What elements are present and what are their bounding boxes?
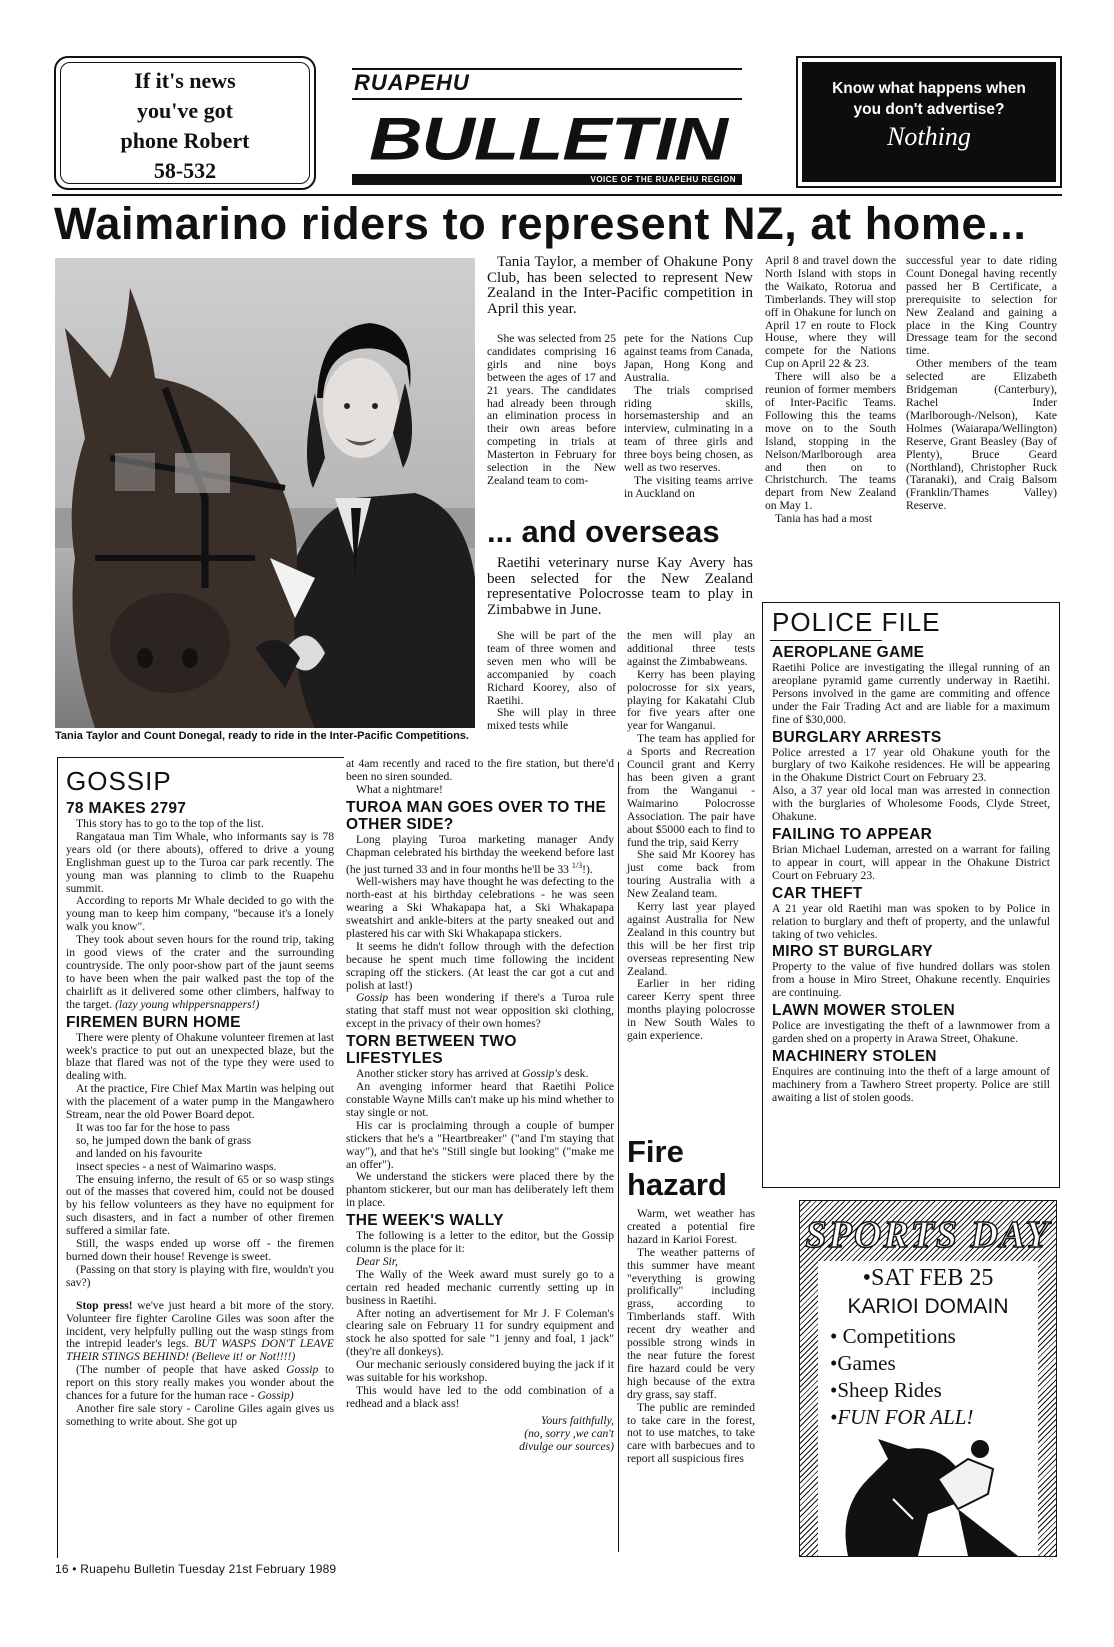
- letter-signoff-3: divulge our sources): [519, 1439, 614, 1453]
- advertise-ad: [796, 56, 1062, 188]
- gossip-heading-turoa: TUROA MAN GOES OVER TO THE OTHER SIDE?: [346, 798, 607, 833]
- masthead-small-title: RUAPEHU: [354, 70, 470, 95]
- sports-item-competitions: • Competitions: [830, 1324, 956, 1348]
- sports-day-ad: [799, 1200, 1057, 1557]
- letter-signoff-1: Yours faithfully,: [540, 1413, 614, 1427]
- news-tip-line-2: you've got: [137, 98, 233, 123]
- ad-line-1: Know what happens when: [832, 80, 1026, 97]
- page-footer: 16 • Ruapehu Bulletin Tuesday 21st February 1989: [55, 1562, 337, 1576]
- gossip-heading-wally: THE WEEK'S WALLY: [346, 1212, 504, 1230]
- news-tip-line-3: phone Robert: [120, 128, 250, 153]
- news-tip-line-4: 58-532: [153, 158, 217, 183]
- sports-item-games: •Games: [830, 1351, 896, 1375]
- sports-day-date: •SAT FEB 25: [862, 1265, 994, 1291]
- masthead-logo: BULLETIN: [369, 104, 727, 173]
- fire-story: Warm, wet weather has created a potential fire hazard in Karioi Forest. The weather patterns of this summer have meant "everything is growing prolifically" including grass, according to Timberlands staff. With recent dry weather and possible strong winds in the near future the forest fire hazard could be very high because of the extra dry grass, say staff. The public are reminded to take care in the forest, not to use matches, to take care with barbecues and to report all suspicious fires: [627, 1207, 755, 1466]
- gossip-heading-firemen: FIREMEN BURN HOME: [66, 1013, 241, 1031]
- police-file-items: AEROPLANE GAME Raetihi Police are investigating the illegal running of an areoplane pyramid game currently underway in Raetihi. Persons involved in the game are commiting and offence under the Fair Trading Act and are liable for a maximum fine of $30,000. BURGLARY ARRESTS Police arrested a 17 year old Ohakune youth for the burglary of two Kaikohe residences. He will be appearing in the Ohakune District Court on February 23. Also, a 37 year old local man was arrested in connection with the burglaries of Wholesome Foods, Clyde Street, Ohakune. FAILING TO APPEAR Brian Michael Ludeman, arrested on a warrant for failing to appear in court, will appear in the Ohakune District Court on February 23. CAR THEFT A 21 year old Raetihi man was spoken to by Police in relation to burglary and theft of property, and the unlawful taking of two vehicles. MIRO ST BURGLARY Property to the value of five hundred dollars was stolen from a house in Miro Street, Ohakune recently. Enquiries are continuing. LAWN MOWER STOLEN Police are investigating the theft of a lawnmower from a garden shed on a property in Arawa Street, Ohakune. MACHINERY STOLEN Enquires are continuing into the theft of a large amount of machinery from a Tawhero Street property. Police are still awaiting a list of stolen goods.: [772, 644, 1050, 1104]
- gossip-col-1: 78 MAKES 2797 This story has to go to the top of the list. Rangataua man Tim Whale, who informants say is 78 years old (or there abouts), offered to drive a young Englishman guest up to the Turoa car park recently. The young man was planning to climb to the Ruapehu summit. According to reports Mr Whale decided to go with the young man to keep him company, "because it's a lonely walk you know". They took about seven hours for the round trip, taking in good views of the crater and the surrounding countryside. The only poor-show part of the jaunt seems to have been when the pair walked past the top of the chairlift as it delivered some other climbers, halfway to the target. (lazy young whippersnappers!) FIREMEN BURN HOME There were plenty of Ohakune volunteer firemen at last week's practice to put out an unexpected blaze, but the blaze that flared was not of the type they were used to dealing with. At the practice, Fire Chief Max Martin was helping out with the placement of a water pump in the Mangawhero Stream, near the old Power Board depot. It was too far for the hose to pass so, he jumped down the bank of grass and landed on his favourite insect species - a nest of Waimarino wasps. The ensuing inferno, the result of 65 or so wasp stings out of the masses that covered him, could not be doused by his fellow volunteers as they have no equipment for such disasters, and in fact a number of other firemen suffered a similar fate. Still, the wasps ended up worse off - the firemen burned down their house! Revenge is sweet. (Passing on that story is playing with fire, wouldn't you sav?) Stop press! we've just heard a bit more of the story. Volunteer fire fighter Caroline Giles was soon after the incident, very helpfully pulling out the wasp stings from the intrepid leader's legs. BUT WASPS DON'T LEAVE THEIR STINGS BEHIND! (Believe it! or Not!!!!) (The number of people that have asked Gossip to report on this story really makes you wonder about the chances for a future for the human race - Gossip) Another fire sale story - Caroline Giles again gives us something to write about. She got up: [66, 800, 335, 1428]
- horse-rider-illustration: [818, 1439, 1038, 1556]
- letter-signoff-2: (no, sorry ,we can't: [524, 1426, 614, 1440]
- ad-nothing: Nothing: [887, 122, 971, 151]
- photo-tania-taylor-horse: [55, 258, 475, 728]
- story1-lede: Tania Taylor, a member of Ohakune Pony Club, has been selected to represent New Zealand in the Inter-Pacific competition in April this year.: [487, 254, 753, 317]
- main-headline: Waimarino riders to represent NZ, at home...: [54, 198, 1027, 249]
- masthead: [352, 60, 742, 185]
- police-file-title: POLICE FILE: [772, 607, 941, 637]
- story2-col-2: the men will play an additional three tests against the Zimbabweans. Kerry has been playing polocrosse for six years, playing for Kakatahi Club for five years after one year for Wanganui. The team has applied for a Sports and Recreation Council grant and Kerry has been given a grant from the Wanganui - Waimarino Polocrosse Association. The pair have about $5000 each to find to fund the trip, said Kerry She said Mr Koorey has just come back from touring Australia with a New Zealand team. Kerry last year played against Australia for New Zealand in this country but this will be her first trip overseas representing New Zealand. Earlier in her riding career Kerry spent three months playing polocrosse in New South Wales to gain experience.: [627, 629, 755, 1043]
- gossip-heading-78-makes: 78 MAKES 2797: [66, 800, 187, 817]
- ad-line-2: you don't advertise?: [853, 101, 1005, 118]
- news-tip-box: [54, 56, 316, 190]
- gossip-title: GOSSIP: [66, 766, 172, 796]
- photo-caption: Tania Taylor and Count Donegal, ready to ride in the Inter-Pacific Competitions.: [55, 730, 469, 742]
- story1-col-3: April 8 and travel down the North Island with stops in the Waikato, Rotorua and Timberlands. They will stop off in Ohakune for lunch on April 17 en route to Flock House, where they will compete for the Nations Cup on April 22 & 23. There will also be a reunion of former members of Inter-Pacific Teams. Following this the teams move on to the South Island, stopping in the Nelson/Marlborough area and then on to Christchurch. The teams depart from New Zealand on May 1. Tania has had a most: [765, 254, 896, 526]
- story2-headline: ... and overseas: [487, 514, 720, 549]
- fire-headline: Fire hazard: [627, 1134, 727, 1202]
- story2-col-1: She will be part of the team of three women and seven men who will be accompanied by coach Richard Koorey, also of Raetihi. She will play in three mixed tests while: [487, 629, 616, 733]
- story2-lede: Raetihi veterinary nurse Kay Avery has been selected for the New Zealand representative Polocrosse team to play in Zimbabwe in June.: [487, 555, 753, 618]
- news-tip-line-1: If it's news: [134, 68, 236, 93]
- gossip-heading-torn: TORN BETWEEN TWO LIFESTYLES: [346, 1033, 517, 1068]
- story1-col-4: successful year to date riding Count Donegal having recently passed her B Certificate, a prerequisite to selection for New Zealand and gaining a place in the King Country Dressage team for the second time. Other members of the team selected are Elizabeth Bridgeman (Canterbury), Rachel Inder (Marlborough-/Nelson), Kate Holmes (Waiarapa/Wellington) Reserve, Grant Beasley (Bay of Plenty), Bruce Geard (Northland), Christopher Ruck (Taranaki), and Craig Balsom (Franklin/Thames Valley) Reserve.: [906, 254, 1057, 513]
- sports-item-sheep-rides: •Sheep Rides: [830, 1378, 942, 1402]
- story1-col-1: She was selected from 25 candidates comprising 16 girls and nine boys between the ages of 17 and 21 years. The candidates had already been through an elimination process in their own areas before competing in trials at Masterton in February for selection in the New Zealand team to com-: [487, 332, 616, 487]
- sports-day-title: SPORTS DAY: [805, 1214, 1051, 1256]
- sports-item-fun: •FUN FOR ALL!: [830, 1405, 974, 1429]
- masthead-tagline: VOICE OF THE RUAPEHU REGION: [590, 175, 736, 184]
- sports-day-venue: KARIOI DOMAIN: [847, 1295, 1009, 1318]
- gossip-col-2: at 4am recently and raced to the fire station, but there'd been no siren sounded. What a nightmare! TUROA MAN GOES OVER TO THE OTHER SIDE? Long playing Turoa marketing manager Andy Chapman celebrated his birthday the weekend before last (he just turned 33 and in four months he'll be 33 $^{1/3}$!). Well-wishers may have thought he was defecting to the north-east at his birthday celebrations - he was seen wearing a Ski Whakapapa hat, a Ski Whakapapa sweatshirt and ankle-biters at the party sneaked out and plastered his car with Ski Whakapapa stickers. It seems he didn't follow through with the defection because he spent much time following the incident scraping off the stickers. (At least the car got a cut and polish at last!) Gossip has been wondering if there's a Turoa rule stating that staff must not wear opposition ski clothing, except in the privacy of their own homes? TORN BETWEEN TWO LIFESTYLES Another sticker story has arrived at Gossip's desk. An avenging informer heard that Raetihi Police constable Wayne Mills can't make up his mind whether to stay single or not. His car is proclaiming through a couple of bumper stickers that he's a "Heartbreaker" ("and I'm staying that way"), and that he's "Still single but looking" ("make me an offer"). We understand the stickers were placed there by the phantom stickerer, but our man has deliberately left them in place. THE WEEK'S WALLY The following is a letter to the editor, but the Gossip column is the place for it: Dear Sir, The Wally of the Week award must surely go to a certain red headed mechanic currently setting up in business in Raetihi. After noting an advertisement for Mr J. F Coleman's clearing sale on February 11 for sundry equipment and stock he also spotted for sale "1 jenny and foal, 1 jack" (they're all donkeys). Our mechanic seriously considered buying the jack if it was suitable for his workshop. This would have led to the odd combination of a redhead and a black ass! Yours faithfully, (no, sorry ,we can't divulge our sources): [346, 757, 614, 1453]
- story1-col-2: pete for the Nations Cup against teams from Canada, Japan, Hong Kong and Australia. The trials comprised riding skills, horsemastership and an interview, culminating in a team of three girls and three boys being chosen, as well as two reserves. The visiting teams arrive in Auckland on: [624, 332, 753, 500]
